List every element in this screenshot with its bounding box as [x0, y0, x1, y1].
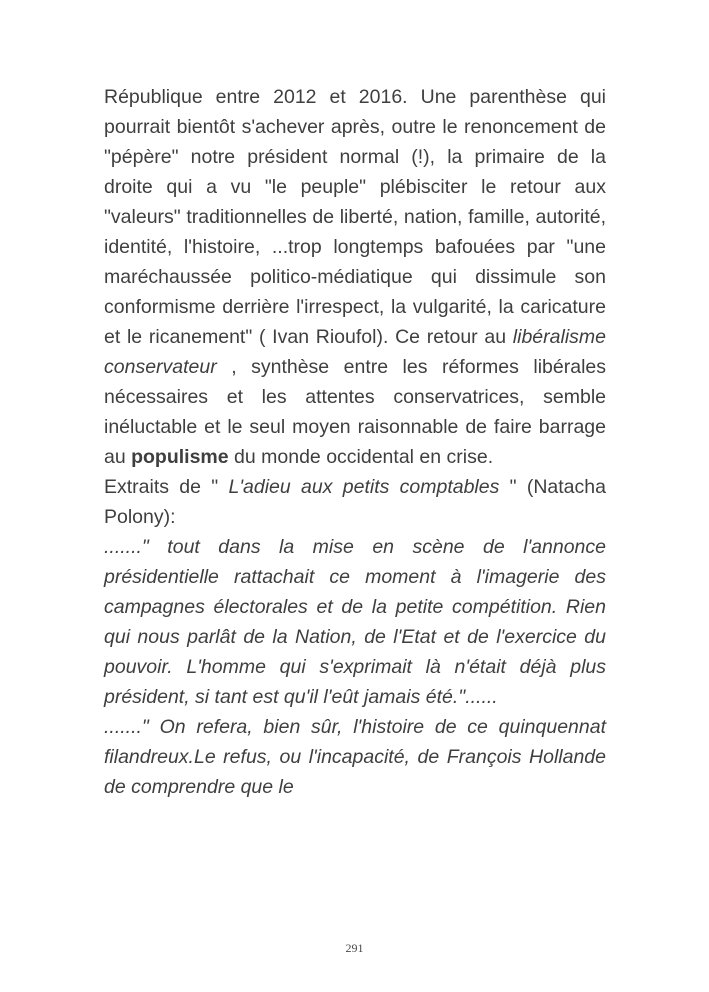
text-run: ......." tout dans la mise en scène de l'annonce présidentielle rattachait ce moment à l'imagerie des campagnes électorales et de la petite compétition. Rien qui nous parlât de la Nation, de l'Etat et de l'exercice du pouvoir. L'homme qui s'exprimait là n'était déjà plus président, si tant est qu'il l'eût jamais été."......	[104, 536, 606, 708]
text-run: , synthèse entre les réformes libérales nécessaires et les attentes conservatrices, semble inéluctable et le seul moyen raisonnable de faire barrage au	[104, 356, 606, 468]
text-run: libéralisme conservateur	[104, 326, 606, 378]
paragraph	[104, 472, 606, 532]
text-run: du monde occidental en crise.	[228, 446, 494, 468]
paragraph	[104, 82, 606, 472]
text-run: Extraits de "	[104, 476, 229, 498]
page-number: 291	[345, 941, 364, 955]
text-run: ......." On refera, bien sûr, l'histoire de ce quinquennat filandreux.Le refus, ou l'incapacité, de François Hollande de comprendre que le	[104, 716, 606, 798]
text-run: populisme	[131, 446, 229, 468]
paragraph	[104, 712, 606, 802]
text-run: L'adieu aux petits comptables	[228, 476, 500, 498]
text-run: République entre 2012 et 2016. Une parenthèse qui pourrait bientôt s'achever après, outre le renoncement de "pépère" notre président normal (!), la primaire de la droite qui a vu "le peuple" plébisciter le retour aux "valeurs" traditionnelles de liberté, nation, famille, autorité, identité, l'histoire, ...trop longtemps bafouées par "une maréchaussée politico-médiatique qui dissimule son conformisme derrière l'irrespect, la vulgarité, la caricature et le ricanement" ( Ivan Rioufol). Ce retour au	[104, 86, 606, 348]
page-body	[104, 82, 606, 802]
paragraph	[104, 532, 606, 712]
text-run: " (Natacha Polony):	[104, 476, 606, 528]
